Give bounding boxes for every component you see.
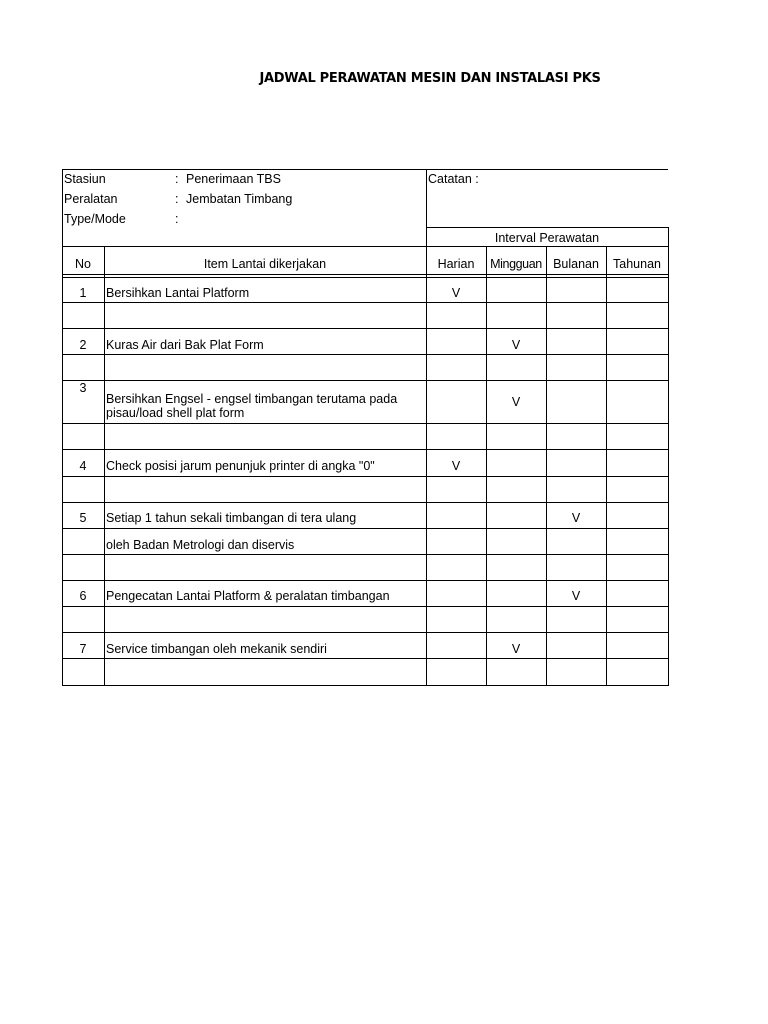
row-number: 4 bbox=[79, 459, 87, 473]
type-label: Type/Mode bbox=[64, 212, 126, 226]
table-left-border bbox=[62, 169, 63, 686]
colon: : bbox=[175, 212, 179, 226]
row-item: Pengecatan Lantai Platform & peralatan timbangan bbox=[106, 589, 390, 603]
tahunan-header: Tahunan bbox=[613, 257, 661, 271]
row-line bbox=[62, 528, 668, 529]
row-item: Check posisi jarum penunjuk printer di angka "0" bbox=[106, 459, 375, 473]
row-line bbox=[62, 449, 668, 450]
row-item: Service timbangan oleh mekanik sendiri bbox=[106, 642, 327, 656]
peralatan-label: Peralatan bbox=[64, 192, 118, 206]
stasiun-label: Stasiun bbox=[64, 172, 106, 186]
row-item: Kuras Air dari Bak Plat Form bbox=[106, 338, 264, 352]
row-line bbox=[62, 423, 668, 424]
row-line bbox=[62, 606, 668, 607]
column-divider bbox=[606, 246, 607, 686]
interval-header: Interval Perawatan bbox=[494, 231, 600, 245]
row-line bbox=[62, 632, 668, 633]
column-divider bbox=[546, 246, 547, 686]
mingguan-mark: V bbox=[511, 338, 521, 352]
item-header: Item Lantai dikerjakan bbox=[203, 257, 327, 271]
row-line bbox=[62, 328, 668, 329]
table-top-border bbox=[62, 169, 668, 170]
row-line bbox=[62, 554, 668, 555]
catatan-label: Catatan : bbox=[428, 172, 479, 186]
header-bottom-border-2 bbox=[62, 277, 668, 278]
row-line bbox=[62, 502, 668, 503]
row-line bbox=[62, 580, 668, 581]
row-line bbox=[62, 476, 668, 477]
colon: : bbox=[175, 172, 179, 186]
column-divider bbox=[486, 246, 487, 686]
row-item: Setiap 1 tahun sekali timbangan di tera ulang bbox=[106, 511, 357, 525]
row-number: 1 bbox=[79, 286, 87, 300]
peralatan-value: Jembatan Timbang bbox=[186, 192, 293, 206]
row-item-continued: oleh Badan Metrologi dan diservis bbox=[106, 538, 295, 552]
row-line bbox=[62, 380, 668, 381]
header-top-border bbox=[62, 246, 668, 247]
row-number: 5 bbox=[79, 511, 87, 525]
bulanan-mark: V bbox=[571, 511, 581, 525]
harian-mark: V bbox=[451, 459, 461, 473]
interval-top-border bbox=[426, 227, 668, 228]
harian-mark: V bbox=[451, 286, 461, 300]
mingguan-mark: V bbox=[511, 395, 521, 409]
row-item: Bersihkan Engsel - engsel timbangan terutama pada bbox=[106, 392, 398, 406]
mingguan-header: Mingguan bbox=[490, 257, 542, 271]
row-number: 7 bbox=[79, 642, 87, 656]
column-divider bbox=[426, 169, 427, 686]
row-line bbox=[62, 302, 668, 303]
header-bottom-border-1 bbox=[62, 274, 668, 275]
bulanan-mark: V bbox=[571, 589, 581, 603]
no-header: No bbox=[75, 257, 91, 271]
colon: : bbox=[175, 192, 179, 206]
bulanan-header: Bulanan bbox=[553, 257, 599, 271]
row-line bbox=[62, 658, 668, 659]
column-divider bbox=[104, 246, 105, 686]
harian-header: Harian bbox=[437, 257, 475, 271]
row-number: 2 bbox=[79, 338, 87, 352]
stasiun-value: Penerimaan TBS bbox=[186, 172, 281, 186]
row-line bbox=[62, 354, 668, 355]
row-number: 6 bbox=[79, 589, 87, 603]
table-bottom-border bbox=[62, 685, 668, 686]
table-right-border bbox=[668, 227, 669, 686]
row-number: 3 bbox=[79, 381, 87, 395]
mingguan-mark: V bbox=[511, 642, 521, 656]
row-item: Bersihkan Lantai Platform bbox=[106, 286, 250, 300]
row-item-continued: pisau/load shell plat form bbox=[106, 406, 245, 420]
page-title: JADWAL PERAWATAN MESIN DAN INSTALASI PKS bbox=[259, 71, 601, 86]
